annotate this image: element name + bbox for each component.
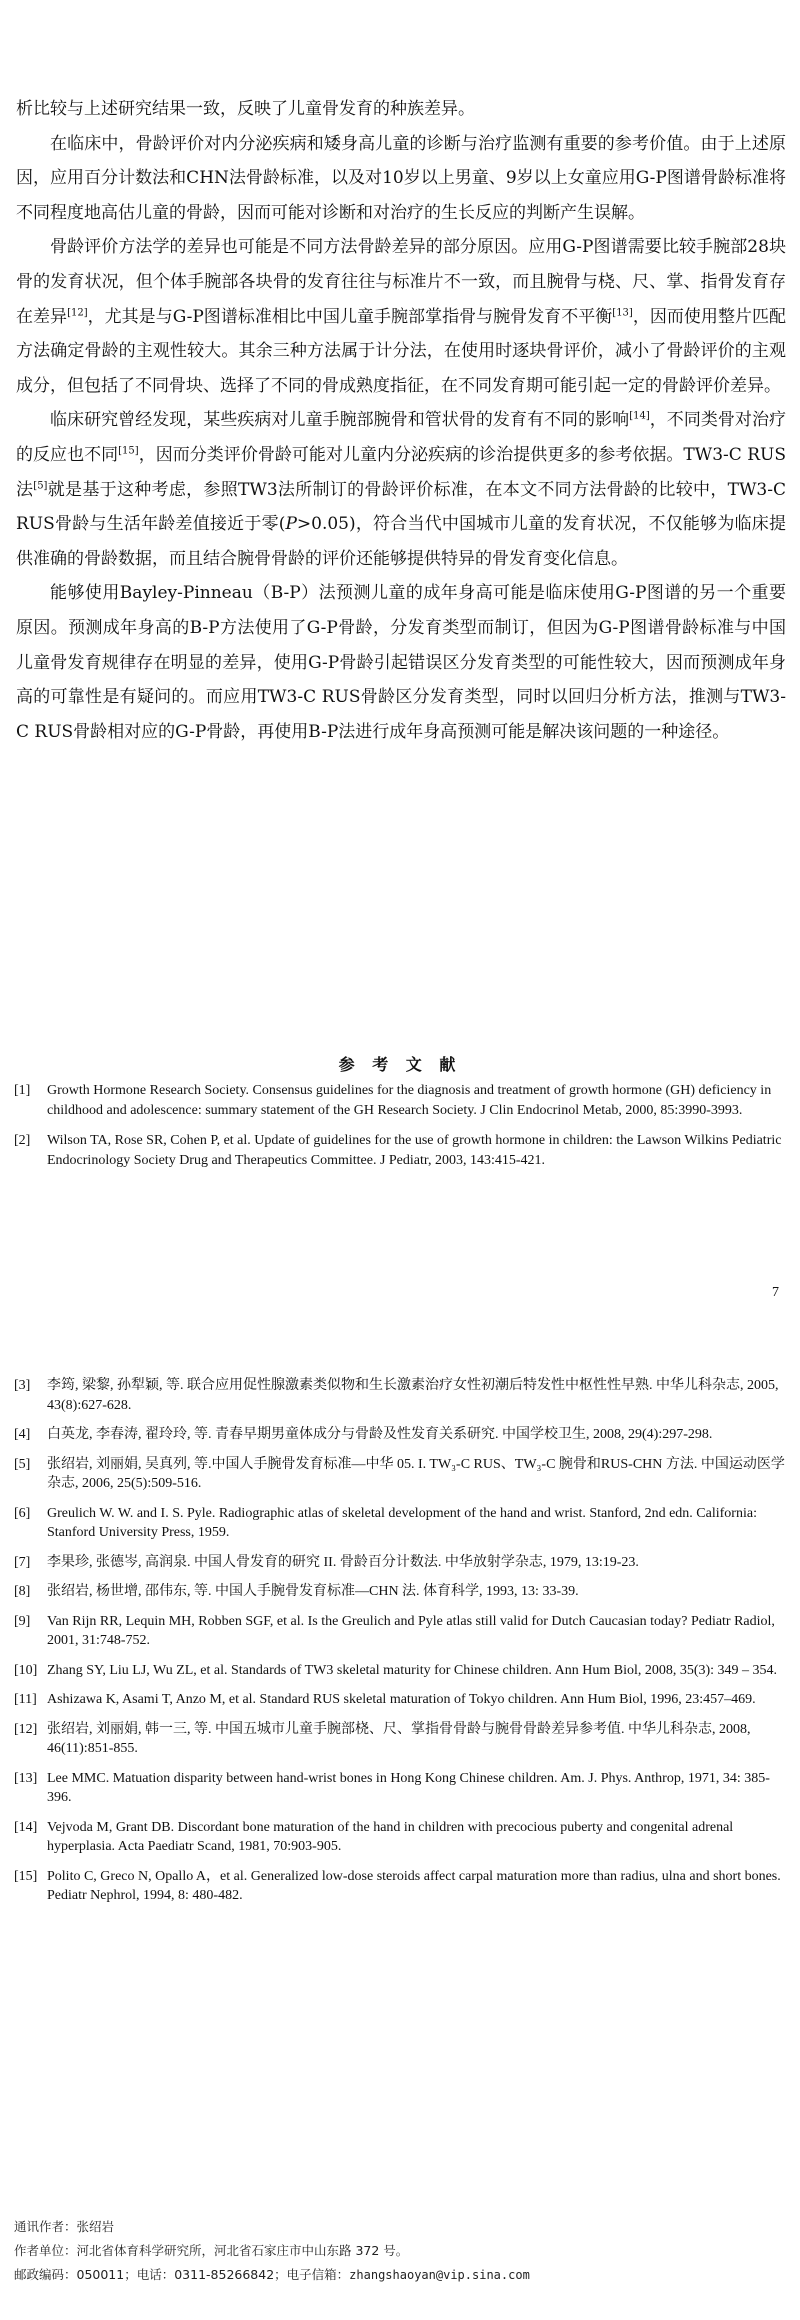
reference-item: [1] Growth Hormone Research Society. Consensus guidelines for the diagnosis and treatment of growth hormone (GH) deficiency in childhood and adolescence: summary statement of the GH Research Society. J Clin Endocrinol Metab, 2000, 85:3990-3993. — [14, 1083, 772, 1118]
page-number: 7 — [772, 1285, 779, 1300]
reference-item: [7] 李果珍, 张德岑, 高润泉. 中国人骨发育的研究 II. 骨龄百分计数法. 中华放射学杂志, 1979, 13:19-23. — [14, 1554, 639, 1570]
email-link[interactable]: zhangshaoyan@vip.sina.com — [349, 2268, 530, 2282]
reference-item: [2] Wilson TA, Rose SR, Cohen P, et al. Update of guidelines for the use of growth hormone in children: the Lawson Wilkins Pediatric Endocrinology Society Drug and Therapeutics Committee. J Pediatr, 2003, 143:415-421. — [14, 1133, 782, 1168]
references-title: 参 考 文 献 — [338, 1055, 462, 1074]
reference-item: [9] Van Rijn RR, Lequin MH, Robben SGF, et al. Is the Greulich and Pyle atlas still valid for Dutch Caucasian today? Pediatr Radiol, 2001, 31:748-752. — [14, 1613, 775, 1648]
citation[interactable]: [12] — [67, 306, 88, 318]
references-list-1 — [14, 1081, 786, 1181]
reference-item: [13] Lee MMC. Matuation disparity between hand-wrist bones in Hong Kong Chinese children. Am. J. Phys. Anthrop, 1971, 34: 385-396. — [14, 1770, 770, 1805]
citation[interactable]: [14] — [629, 410, 650, 422]
reference-item: [11] Ashizawa K, Asami T, Anzo M, et al. Standard RUS skeletal maturation of Tokyo children. Ann Hum Biol, 1996, 23:457–469. — [14, 1692, 756, 1707]
author-affiliation: 作者单位：河北省体育科学研究所，河北省石家庄市中山东路 372 号。 — [14, 2243, 409, 2258]
paragraph-3: 骨龄评价方法学的差异也可能是不同方法骨龄差异的部分原因。应用G-P图谱需要比较手腕部28块骨的发育状况，但个体手腕部各块骨的发育往往与标准片不一致，而且腕骨与桡、尺、掌、指骨发育存在差异[12]，尤其是与G-P图谱标准相比中国儿童手腕部掌指骨与腕骨发育不平衡[13]，因而使用整片匹配方法确定骨龄的主观性较大。其余三种方法属于计分法，在使用时逐块骨评价，减小了骨龄评价的主观成分，但包括了不同骨块、选择了不同的骨成熟度指征，在不同发育期可能引起一定的骨龄评价差异。 — [16, 237, 787, 396]
contact-info: 邮政编码：050011；电话：0311-85266842；电子信箱：zhangshaoyan@vip.sina.com — [14, 2267, 530, 2282]
paragraph-2: 在临床中，骨龄评价对内分泌疾病和矮身高儿童的诊断与治疗监测有重要的参考价值。由于上述原因，应用百分计数法和CHN法骨龄标准，以及对10岁以上男童、9岁以上女童应用G-P图谱骨龄标准将不同程度地高估儿童的骨龄，因而可能对诊断和对治疗的生长反应的判断产生误解。 — [16, 133, 786, 223]
paragraph-4: 临床研究曾经发现，某些疾病对儿童手腕部腕骨和管状骨的发育有不同的影响[14]，不同类骨对治疗的反应也不同[15]，因而分类评价骨龄可能对儿童内分泌疾病的诊治提供更多的参考依据。TW3-C RUS法[5]就是基于这种考虑，参照TW3法所制订的骨龄评价标准，在本文不同方法骨龄的比较中，TW3-C RUS骨龄与生活年龄差值接近于零(P>0.05)，符合当代中国城市儿童的发育状况，不仅能够为临床提供准确的骨龄数据，而且结合腕骨骨龄的评价还能够提供特异的骨发育变化信息。 — [16, 410, 787, 569]
reference-item: [8] 张绍岩, 杨世增, 邵伟东, 等. 中国人手腕骨发育标准—CHN 法. 体育科学, 1993, 13: 33-39. — [14, 1584, 579, 1599]
footer — [14, 2215, 530, 2287]
reference-item: [4] 白英龙, 李春涛, 翟玲玲, 等. 青春早期男童体成分与骨龄及性发育关系研究. 中国学校卫生, 2008, 29(4):297-298. — [14, 1427, 713, 1442]
citation[interactable]: [13] — [612, 306, 633, 318]
reference-item: [15] Polito C, Greco N, Opallo A，et al. Generalized low-dose steroids affect carpal maturation more than radius, ulna and short bones. Pediatr Nephrol, 1994, 8: 480-482. — [14, 1868, 781, 1903]
citation[interactable]: [15] — [118, 445, 139, 457]
reference-item: [10] Zhang SY, Liu LJ, Wu ZL, et al. Standards of TW3 skeletal maturity for Chinese children. Ann Hum Biol, 2008, 35(3): 349 – 354. — [14, 1662, 778, 1678]
reference-item: [6] Greulich W. W. and I. S. Pyle. Radiographic atlas of skeletal development of the hand and wrist. Stanford, 2nd edn. California: Stanford University Press, 1959. — [14, 1505, 757, 1540]
citation[interactable]: [5] — [33, 479, 48, 491]
paragraph-1: 析比较与上述研究结果一致，反映了儿童骨发育的种族差异。 — [16, 99, 475, 119]
reference-item: [12] 张绍岩, 刘丽娟, 韩一三, 等. 中国五城市儿童手腕部桡、尺、掌指骨骨龄与腕骨骨龄差异参考值. 中华儿科杂志, 2008, 46(11):851-855. — [14, 1721, 751, 1756]
page-two — [0, 1330, 800, 2320]
corresponding-author: 通讯作者：张绍岩 — [14, 2219, 115, 2234]
references-list-2 — [14, 1376, 786, 1916]
body-text — [16, 92, 786, 749]
paragraph-5: 能够使用Bayley-Pinneau（B-P）法预测儿童的成年身高可能是临床使用G-P图谱的另一个重要原因。预测成年身高的B-P方法使用了G-P骨龄，分发育类型而制订，但因为G-P图谱骨龄标准与中国儿童骨发育规律存在明显的差异，使用G-P骨龄引起错误区分发育类型的可能性较大，因而预测成年身高的可靠性是有疑问的。而应用TW3-C RUS骨龄区分发育类型，同时以回归分析方法，推测与TW3-C RUS骨龄相对应的G-P骨龄，再使用B-P法进行成年身高预测可能是解决该问题的一种途径。 — [16, 583, 786, 742]
reference-item: [3] 李筠, 梁黎, 孙犁颖, 等. 联合应用促性腺激素类似物和生长激素治疗女性初潮后特发性中枢性性早熟. 中华儿科杂志, 2005, 43(8):627-628. — [14, 1378, 779, 1413]
reference-item: [5] 张绍岩, 刘丽娟, 吴真列, 等.中国人手腕骨发育标准—中华 05. I. TW₃-C RUS、TW₃-C 腕骨和RUS-CHN 方法. 中国运动医学杂志, 2006, 25(5):509-516. — [14, 1456, 785, 1491]
reference-item: [14] Vejvoda M, Grant DB. Discordant bone maturation of the hand in children with precocious puberty and congenital adrenal hyperplasia. Acta Paediatr Scand, 1981, 70:903-905. — [14, 1819, 734, 1854]
